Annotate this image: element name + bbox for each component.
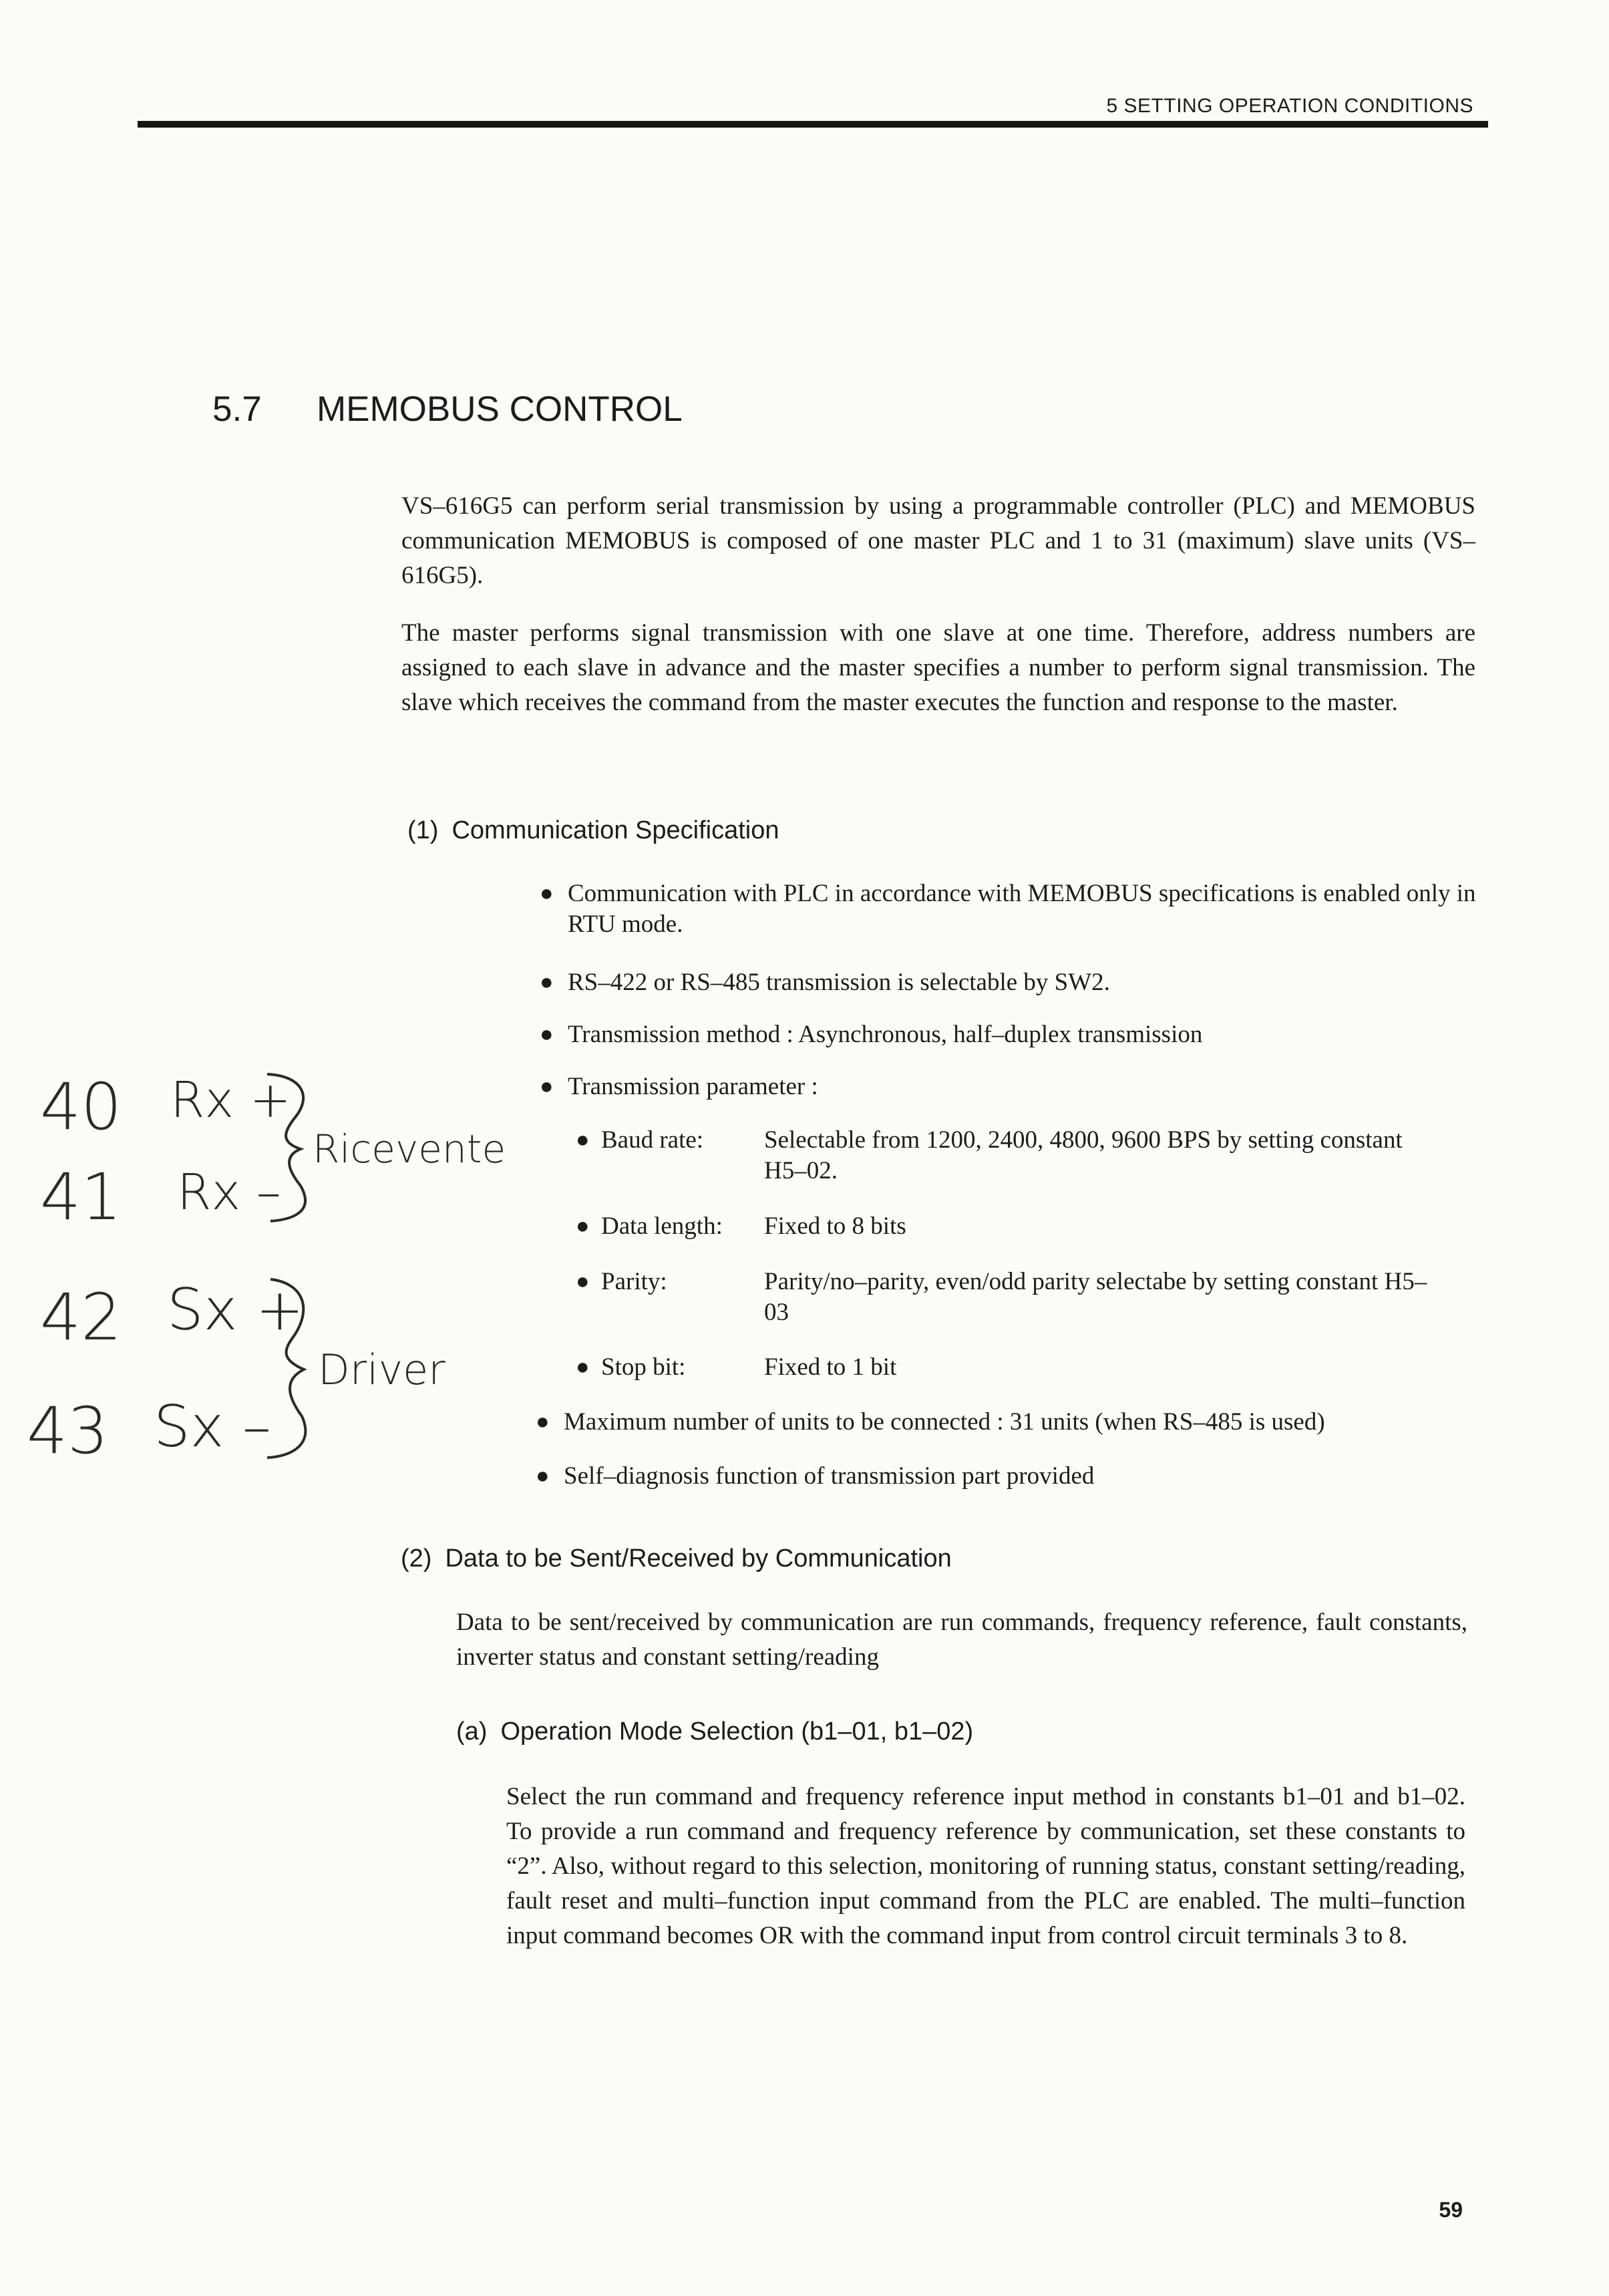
handwritten-annotation — [0, 1042, 506, 1510]
communication-spec-heading — [407, 816, 779, 845]
running-header: 5 SETTING OPERATION CONDITIONS — [1106, 95, 1473, 117]
hw-signal: Sx + — [167, 1277, 304, 1343]
operation-mode-text: Select the run command and frequency reference input method in constants b1–01 and b1–02. To provide a run command and frequency reference by communication, set these constants to “2”. Also, without regard to this selection, monitoring of running status, constant setting/reading, fault reset and multi–function input command from the PLC are enabled. The multi–function input command becomes OR with the command input from control circuit terminals 3 to 8. — [506, 1783, 1465, 1949]
hw-signal: Rx – — [177, 1164, 281, 1221]
spec-bullet-3: ● Transmission method : Asynchronous, half–duplex transmission — [568, 1019, 1483, 1050]
bullet-dot-icon: ● — [576, 1214, 590, 1239]
param-value: Fixed to 8 bits — [764, 1212, 906, 1240]
subsection-title: Data to be Sent/Received by Communication — [445, 1544, 952, 1573]
section-heading — [212, 389, 683, 430]
hw-terminal: 40 — [40, 1070, 122, 1144]
section-number: 5.7 — [212, 389, 262, 429]
spec-bullet-5: ● Maximum number of units to be connected : 31 units (when RS–485 is used) — [564, 1407, 1499, 1438]
section-title: MEMOBUS CONTROL — [317, 389, 683, 429]
hw-terminal: 42 — [40, 1280, 122, 1355]
intro-paragraph-2: The master performs signal transmission with one slave at one time. Therefore, address numbers are assigned to each slave in advance and the master specifies a number to perform signal transmission. The slave which receives the command from the master executes the function and response to the master. — [401, 619, 1475, 716]
hw-terminal: 41 — [40, 1160, 122, 1235]
hw-terminal: 43 — [27, 1393, 109, 1468]
param-value: Parity/no–parity, even/odd parity selectabe by setting constant H5–03 — [764, 1268, 1427, 1326]
subsection-number: (2) — [401, 1544, 432, 1573]
param-label: Data length: — [601, 1212, 723, 1240]
hw-group-label: Driver — [318, 1345, 445, 1394]
subsection-number: (1) — [407, 816, 439, 844]
hw-signal: Sx – — [154, 1393, 271, 1460]
spec-bullet-4: ● Transmission parameter : — [568, 1072, 1483, 1102]
spec-bullet-2: ● RS–422 or RS–485 transmission is selectable by SW2. — [568, 967, 1483, 998]
param-label: Stop bit: — [601, 1353, 686, 1381]
spec-bullet-6: ● Self–diagnosis function of transmission part provided — [564, 1461, 1499, 1492]
subsection-title: Communication Specification — [452, 816, 779, 844]
param-value: Fixed to 1 bit — [764, 1353, 897, 1381]
data-sent-received-heading — [401, 1544, 952, 1573]
param-value: Selectable from 1200, 2400, 4800, 9600 BPS by setting constant H5–02. — [764, 1126, 1403, 1184]
bullet-dot-icon: ● — [536, 1464, 550, 1488]
subsection-number: (a) — [456, 1717, 488, 1746]
data-sent-received-text: Data to be sent/received by communication are run commands, frequency reference, fault constants, inverter status and constant setting/reading — [456, 1609, 1467, 1671]
bullet-dot-icon: ● — [576, 1355, 590, 1379]
bullet-dot-icon: ● — [540, 1074, 554, 1099]
hw-group-label: Ricevente — [313, 1126, 506, 1172]
operation-mode-heading — [456, 1717, 973, 1746]
bullet-dot-icon: ● — [536, 1410, 550, 1434]
param-label: Parity: — [601, 1268, 667, 1295]
bullet-dot-icon: ● — [576, 1128, 590, 1152]
page-number: 59 — [1439, 2198, 1463, 2222]
intro-paragraph-1: VS–616G5 can perform serial transmission by using a programmable controller (PLC) and MEMOBUS communication MEMOBUS is composed of one master PLC and 1 to 31 (maximum) slave units (VS–616G5). — [401, 492, 1475, 589]
param-label: Baud rate: — [601, 1126, 704, 1154]
hw-signal: Rx + — [170, 1072, 291, 1129]
header-rule — [138, 121, 1488, 128]
subsection-title: Operation Mode Selection (b1–01, b1–02) — [500, 1717, 974, 1746]
bullet-dot-icon: ● — [540, 1022, 554, 1047]
bullet-dot-icon: ● — [540, 881, 554, 906]
bullet-dot-icon: ● — [576, 1269, 590, 1294]
spec-bullet-1: ● Communication with PLC in accordance with MEMOBUS specifications is enabled only in RTU mode. — [540, 880, 1476, 938]
bullet-dot-icon: ● — [540, 970, 554, 995]
